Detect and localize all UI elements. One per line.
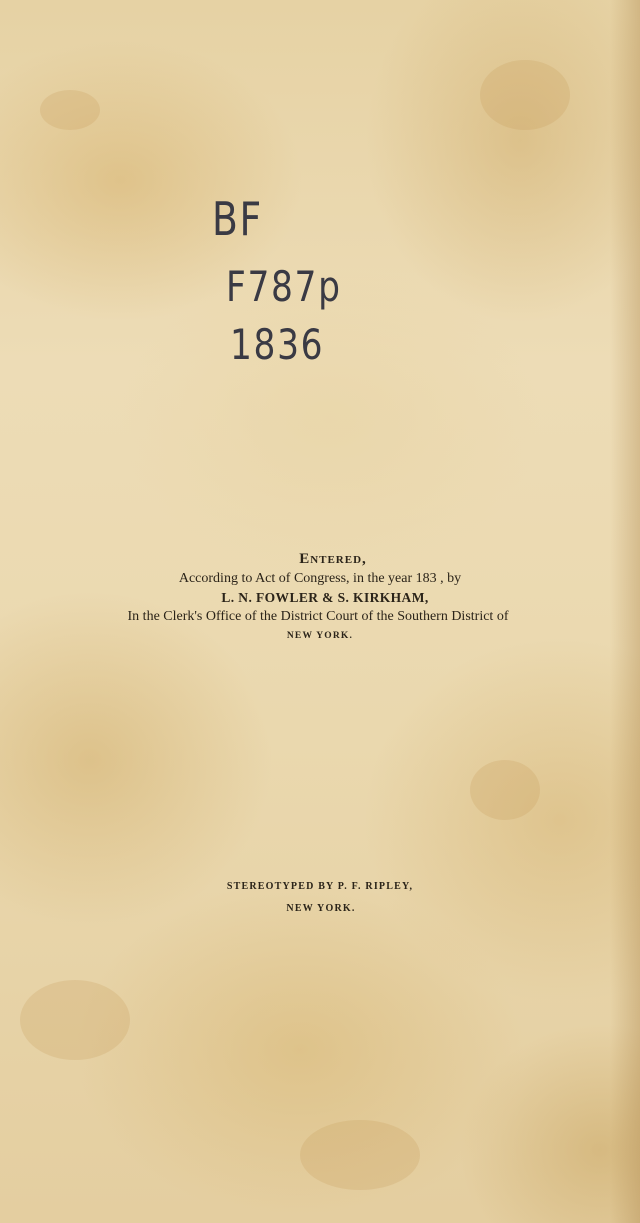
foxing-stain: [40, 90, 100, 130]
copyright-holders: L. N. FOWLER & S. KIRKHAM,: [221, 590, 429, 605]
clerks-office-line: In the Clerk's Office of the District Court of the Southern District of: [127, 609, 509, 624]
district-name: NEW YORK.: [286, 631, 354, 641]
call-number-line-3: 1836: [230, 320, 325, 369]
call-number-line-2: F787p: [226, 262, 342, 311]
foxing-stain: [300, 1120, 420, 1190]
foxing-stain: [20, 980, 130, 1060]
stereotyper-line: STEREOTYPED BY P. F. RIPLEY,: [226, 881, 414, 892]
foxing-stain: [480, 60, 570, 130]
call-number-line-1: BF: [212, 192, 263, 246]
entered-heading: Entered,: [299, 551, 367, 567]
page-edge-shadow: [610, 0, 640, 1223]
stereotyper-imprint: [120, 876, 520, 920]
stereotyper-city: NEW YORK.: [286, 903, 356, 914]
act-of-congress-line: According to Act of Congress, in the year 183 , by: [178, 571, 462, 586]
foxing-stain: [470, 760, 540, 820]
copyright-notice: [60, 550, 580, 646]
